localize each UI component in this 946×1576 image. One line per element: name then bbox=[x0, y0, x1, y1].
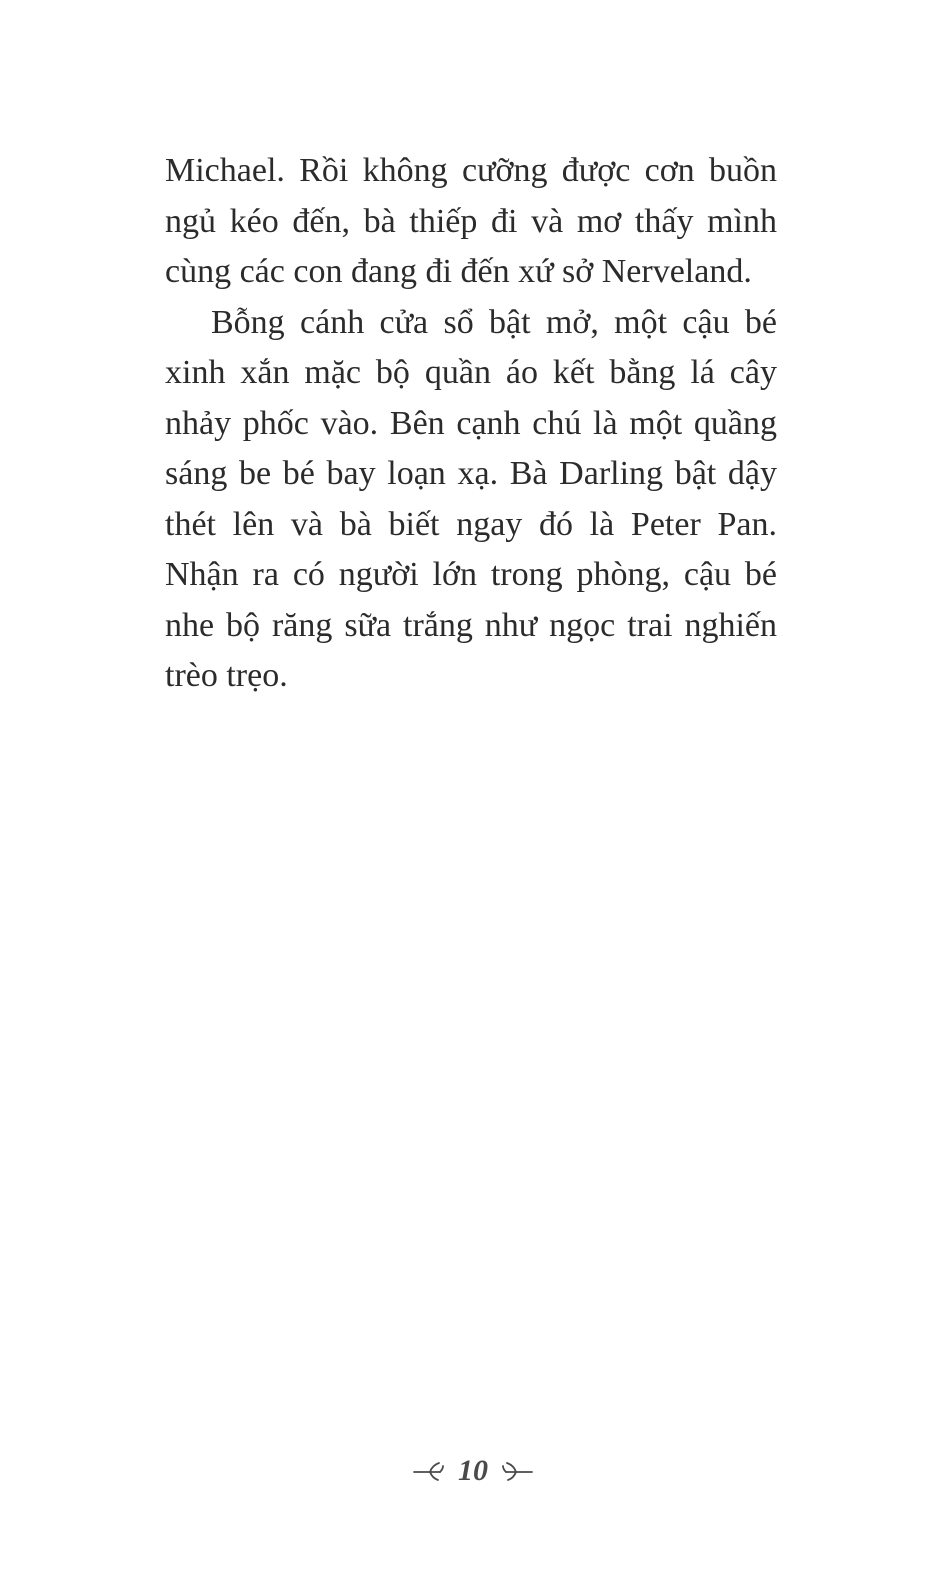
text-line: trèo trẹo. bbox=[165, 657, 288, 694]
text-line: sáng be bé bay loạn xạ. Bà Darling bật dậy bbox=[165, 455, 777, 492]
text-line: Nhận ra có người lớn trong phòng, cậu bé bbox=[165, 556, 777, 593]
text-line: Michael. Rồi không cưỡng được cơn buồn bbox=[165, 152, 777, 189]
page-footer bbox=[0, 1449, 946, 1493]
body-text bbox=[165, 146, 777, 702]
text-line: ngủ kéo đến, bà thiếp đi và mơ thấy mình bbox=[165, 202, 777, 240]
text-line: xinh xắn mặc bộ quần áo kết bằng lá cây bbox=[165, 354, 777, 391]
paragraph-2 bbox=[165, 298, 777, 702]
text-line: cùng các con đang đi đến xứ sở Nerveland. bbox=[165, 253, 752, 290]
leaf-sprig-right-icon bbox=[500, 1460, 534, 1482]
text-line: nhe bộ răng sữa trắng như ngọc trai nghiến bbox=[165, 606, 777, 644]
text-line: nhảy phốc vào. Bên cạnh chú là một quầng bbox=[165, 404, 777, 442]
text-line: Bỗng cánh cửa sổ bật mở, một cậu bé bbox=[211, 303, 777, 341]
page-number: 10 bbox=[458, 1454, 488, 1487]
paragraph-1 bbox=[165, 146, 777, 298]
text-line: thét lên và bà biết ngay đó là Peter Pan. bbox=[165, 505, 777, 543]
leaf-sprig-left-icon bbox=[412, 1460, 446, 1482]
